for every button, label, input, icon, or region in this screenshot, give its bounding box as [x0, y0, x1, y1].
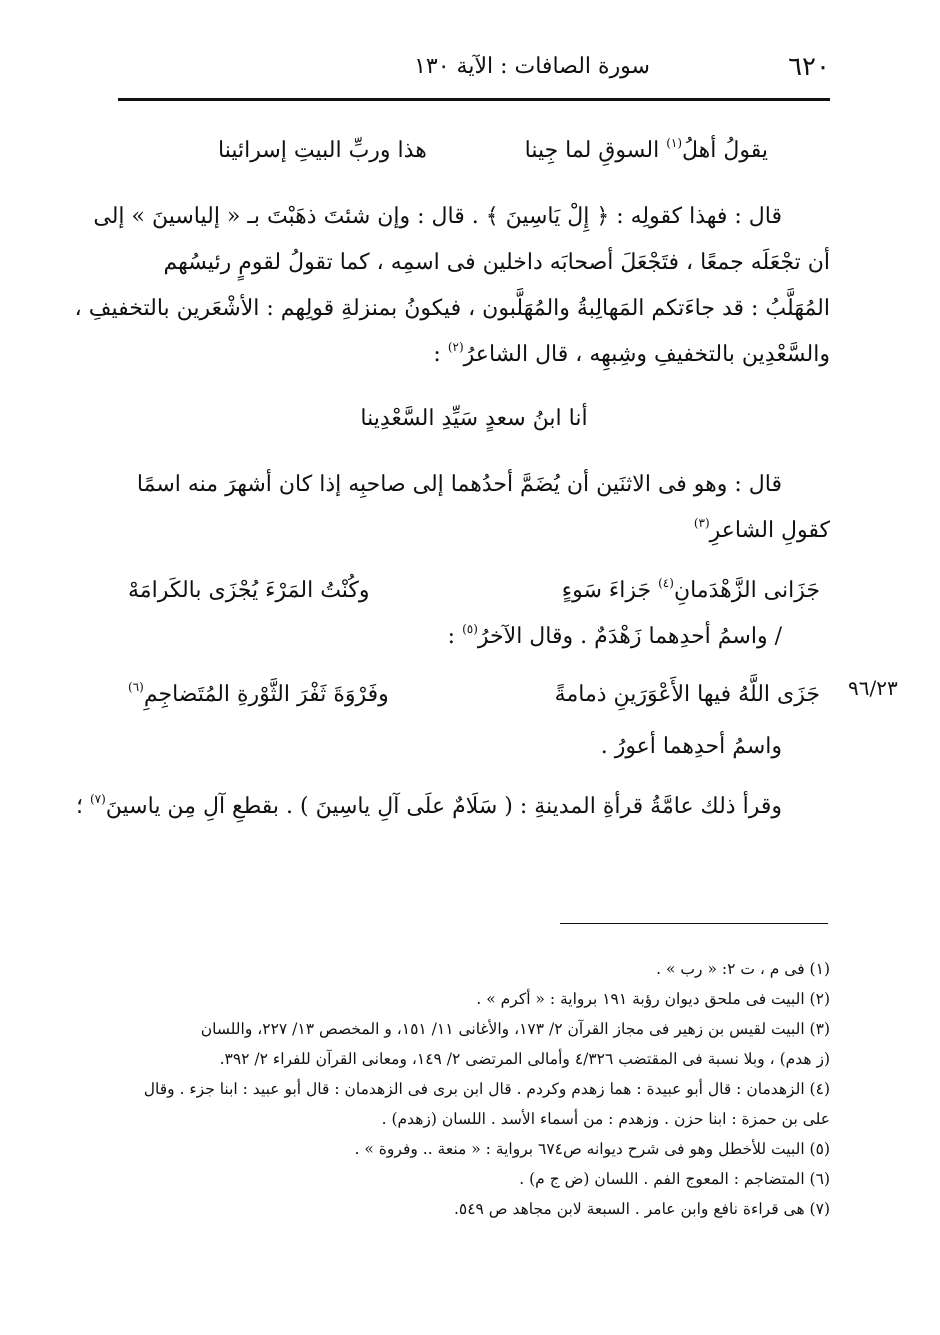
footnote: (٧) هى قراءة نافع وابن عامر . السبعة لابن مجاهد ص ٥٤٩.: [453, 1200, 830, 1218]
paragraph-text: كقولِ الشاعرِ: [709, 518, 830, 543]
spacer: [118, 770, 830, 784]
verse-hemistich-right: جَزَى اللَّهُ فيها الأَعْوَرَينِ ذمامةً: [554, 682, 820, 707]
running-title: سورة الصافات : الآية ١٣٠: [414, 54, 650, 79]
verse-hemistich-right: [525, 128, 768, 174]
footnote: (٢) البيت فى ملحق ديوان رؤبة ١٩١ برواية : « أكرم » .: [476, 990, 830, 1008]
footnote-ref: (٧): [89, 792, 106, 806]
footnote-ref: (٤): [658, 576, 674, 590]
footnote-rule: [560, 923, 828, 924]
footnote: (٣) البيت لقيس بن زهير فى مجاز القرآن ٢/ ١٧٣، والأغانى ١١/ ١٥١، و المخصص ١٣/ ٢٢٧، واللسان: [200, 1020, 830, 1038]
verse-hemistich-left: [128, 672, 389, 718]
paragraph-line: [75, 784, 830, 830]
page-number: ٦٢٠: [788, 52, 830, 82]
verse-line-3: [118, 568, 830, 614]
verse-text: جَزاءَ سَوءٍ: [561, 578, 652, 603]
spacer: [118, 442, 830, 462]
footnote-ref: (٥): [462, 622, 478, 636]
paragraph-line: [118, 508, 830, 554]
paragraph-text: وقرأ ذلك عامَّةُ قرأةِ المدينةِ : ( سَلَامٌ علَى آلِ ياسِينَ ) . بقطعِ آلِ مِن ياسينَ: [105, 794, 782, 819]
paragraph-line: أن تجْعَلَه جمعًا ، فتَجْعَلَ أصحابَه داخلين فى اسمِه ، كما تقولُ لقومٍ رئيسُهم: [163, 250, 830, 275]
paragraph-line: واسمُ أحدِهما أعورُ .: [600, 734, 782, 759]
paragraph-line: [118, 614, 830, 660]
verse-text: السوقِ لما جِينا: [524, 138, 660, 163]
verse-text: وفَرْوَةَ ثَفْرَ الثَّوْرةِ المُتَضاجِمِ: [143, 682, 389, 707]
verse-line-2: أنا ابنُ سعدٍ سَيِّدِ السَّعْدِينا: [360, 406, 588, 431]
footnote-ref: (٦): [128, 680, 144, 694]
footnotes: [118, 954, 830, 1224]
paragraph-text: والسَّعْدِين بالتخفيفِ وشِبهِه ، قال الشاعرُ: [463, 342, 830, 367]
verse-hemistich-left: وكُنْتُ المَرْءَ يُجْزَى بالكَرامَهْ: [128, 578, 370, 603]
footnote-continuation: على بن حمزة : ابنا حزن . وزهدم : من أسماء الأسد . اللسان (زهدم) .: [381, 1110, 830, 1128]
spacer: [118, 378, 830, 396]
punctuation: :: [447, 624, 456, 649]
margin-reference: ٩٦/٢٣: [848, 676, 898, 700]
footnote-ref: (٢): [447, 340, 464, 354]
paragraph-line: قال : وهو فى الاثنَين أن يُضَمَّ أحدُهما إلى صاحبِه إذا كان أشهرَ منه اسمًا: [136, 472, 782, 497]
footnote: (٦) المتضاجم : المعوج الفم . اللسان (ض ج م) .: [519, 1170, 830, 1188]
verse-text: يقولُ أهلُ: [682, 138, 768, 163]
punctuation: :: [433, 342, 441, 367]
verse-text: جَزَانى الزَّهْدَمانِ: [673, 578, 820, 603]
paragraph-line: قال : فهذا كقولِه : ﴿ إِلْ يَاسِينَ ﴾ . قال : وإن شئتَ ذهَبْتَ بـ « إلياسينَ » إلى: [93, 204, 782, 229]
footnote-continuation: (ز هدم) ، وبلا نسبة فى المقتضب ٤/٣٢٦ وأمالى المرتضى ٢/ ١٤٩، ومعانى القرآن للفراء ٢/ ٣٩٢.: [219, 1050, 830, 1068]
footnote-ref: (١): [666, 136, 683, 150]
spacer: [118, 660, 830, 672]
header-rule: [118, 98, 830, 101]
punctuation: ؛: [75, 794, 83, 819]
verse-line-1: [118, 128, 830, 174]
footnote: (٥) البيت للأخطل وهو فى شرح ديوانه ص٦٧٤ برواية : « منعة .. وفروة » .: [354, 1140, 830, 1158]
footnote-ref: (٣): [693, 516, 710, 530]
verse-hemistich-right: [562, 568, 820, 614]
footnote: (١) فى م ، ت ٢: « رب » .: [656, 960, 830, 978]
page-header: [118, 52, 830, 96]
spacer: [118, 174, 830, 194]
paragraph-line: [118, 332, 830, 378]
main-text: [74, 120, 830, 830]
verse-line-4: [118, 672, 830, 718]
footnote: (٤) الزهدمان : قال أبو عبيدة : هما زهدم وكردم . قال ابن برى فى الزهدمان : قال أبو عبيد : ابنا جزء . وقال: [143, 1080, 830, 1098]
verse-hemistich-left: هذا وربِّ البيتِ إسرائينا: [218, 138, 427, 163]
paragraph-text: / واسمُ أحدِهما زَهْدَمٌ . وقال الآخرُ: [477, 624, 782, 649]
spacer: [118, 554, 830, 568]
paragraph-line: المُهَلَّبُ : قد جاءَتكم المَهالِبةُ والمُهَلَّبون ، فيكونُ بمنزلةِ قولِهم : الأشْعَرين بالتخفيفِ ،: [74, 296, 830, 321]
